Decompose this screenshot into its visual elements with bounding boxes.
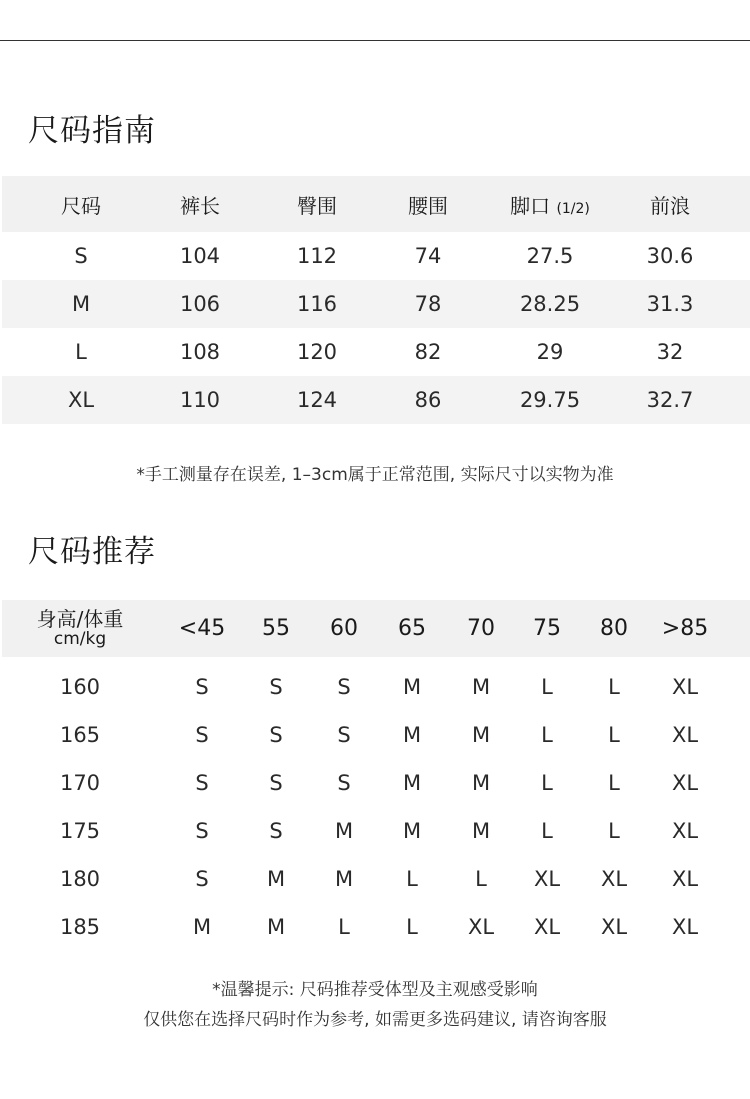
size-cell: S [195,723,209,747]
size-guide-table [2,176,750,424]
size-cell: S [337,771,351,795]
cell-hip: 124 [296,388,338,412]
size-cell: M [402,819,422,843]
cell-waist: 74 [414,244,442,268]
table-row [2,855,750,903]
height-cell: 175 [59,819,101,843]
size-cell: S [269,771,283,795]
size-cell: XL [600,915,628,939]
size-cell: L [541,723,553,747]
table-row [2,663,750,711]
size-cell: XL [671,675,699,699]
size-cell: L [608,675,620,699]
recommendation-note-line-2: 仅供您在选择尺码时作为参考, 如需更多选码建议, 请咨询客服 [143,1010,607,1030]
header-hip: 臀围 [297,193,337,218]
cell-hem: 27.5 [526,244,574,268]
size-cell: S [195,867,209,891]
weight-header: 60 [330,616,358,641]
weight-header: <45 [178,616,226,641]
top-divider [0,40,750,41]
size-cell: S [269,723,283,747]
size-cell: S [195,771,209,795]
height-cell: 165 [59,723,101,747]
size-cell: M [402,723,422,747]
cell-hem: 28.25 [519,292,581,316]
size-cell: XL [533,867,561,891]
cell-rise: 32 [656,340,684,364]
size-cell: L [608,771,620,795]
size-cell: L [541,675,553,699]
cell-size: XL [67,388,95,412]
cell-size: S [74,244,88,268]
header-hem [462,190,638,219]
cell-waist: 86 [414,388,442,412]
size-cell: L [475,867,487,891]
table-row [2,376,750,424]
size-cell: XL [671,771,699,795]
cell-length: 110 [179,388,221,412]
cell-rise: 32.7 [646,388,694,412]
size-cell: S [195,675,209,699]
header-rise: 前浪 [650,193,690,218]
corner-unit: cm/kg [53,628,107,649]
size-recommendation-title: 尺码推荐 [28,534,156,570]
size-cell: XL [600,867,628,891]
cell-rise: 30.6 [646,244,694,268]
cell-rise: 31.3 [646,292,694,316]
table-row [2,759,750,807]
cell-length: 104 [179,244,221,268]
recommendation-note-line-1: *温馨提示: 尺码推荐受体型及主观感受影响 [212,980,538,1000]
size-cell: S [337,675,351,699]
size-cell: L [406,915,418,939]
cell-length: 106 [179,292,221,316]
size-guide-title: 尺码指南 [28,113,156,149]
cell-hip: 112 [296,244,338,268]
size-cell: XL [671,915,699,939]
size-cell: S [337,723,351,747]
weight-header: 80 [600,616,628,641]
size-cell: L [541,771,553,795]
weight-header: 75 [533,616,561,641]
size-guide-header-row [2,176,750,232]
size-cell: XL [671,819,699,843]
size-cell: L [406,867,418,891]
cell-hip: 120 [296,340,338,364]
size-cell: XL [671,867,699,891]
corner-label: 身高/体重 [36,606,124,631]
size-recommendation-table [2,600,750,951]
cell-length: 108 [179,340,221,364]
header-length: 裤长 [180,193,220,218]
cell-hem: 29 [536,340,564,364]
size-cell: S [269,819,283,843]
table-row [2,280,750,328]
size-cell: L [608,819,620,843]
height-cell: 180 [59,867,101,891]
size-cell: M [471,771,491,795]
measurement-note: *手工测量存在误差, 1–3cm属于正常范围, 实际尺寸以实物为准 [136,465,614,485]
table-row [2,807,750,855]
size-cell: M [402,675,422,699]
height-cell: 185 [59,915,101,939]
size-cell: M [192,915,212,939]
size-cell: L [608,723,620,747]
cell-hip: 116 [296,292,338,316]
size-cell: M [266,867,286,891]
weight-header: 55 [262,616,290,641]
cell-size: M [71,292,91,316]
size-cell: M [266,915,286,939]
size-cell: M [471,723,491,747]
height-weight-corner [2,606,158,649]
header-size: 尺码 [61,193,101,218]
cell-waist: 82 [414,340,442,364]
header-waist: 腰围 [408,193,448,218]
size-cell: S [195,819,209,843]
size-cell: M [471,675,491,699]
size-cell: M [334,819,354,843]
size-cell: L [541,819,553,843]
table-row [2,711,750,759]
weight-header: 70 [467,616,495,641]
weight-header: >85 [661,616,709,641]
table-row [2,328,750,376]
recommendation-note [0,975,750,1035]
recommendation-header-row [2,600,750,657]
table-row [2,232,750,280]
height-cell: 170 [59,771,101,795]
cell-hem: 29.75 [519,388,581,412]
header-hem-label: 脚口 [510,193,551,218]
header-hem-note: (1/2) [556,200,590,217]
table-row [2,903,750,951]
cell-waist: 78 [414,292,442,316]
size-cell: L [338,915,350,939]
weight-header: 65 [398,616,426,641]
size-cell: XL [533,915,561,939]
size-cell: XL [671,723,699,747]
size-cell: S [269,675,283,699]
size-cell: M [471,819,491,843]
size-cell: M [402,771,422,795]
height-cell: 160 [59,675,101,699]
cell-size: L [75,340,87,364]
size-cell: XL [467,915,495,939]
size-cell: M [334,867,354,891]
